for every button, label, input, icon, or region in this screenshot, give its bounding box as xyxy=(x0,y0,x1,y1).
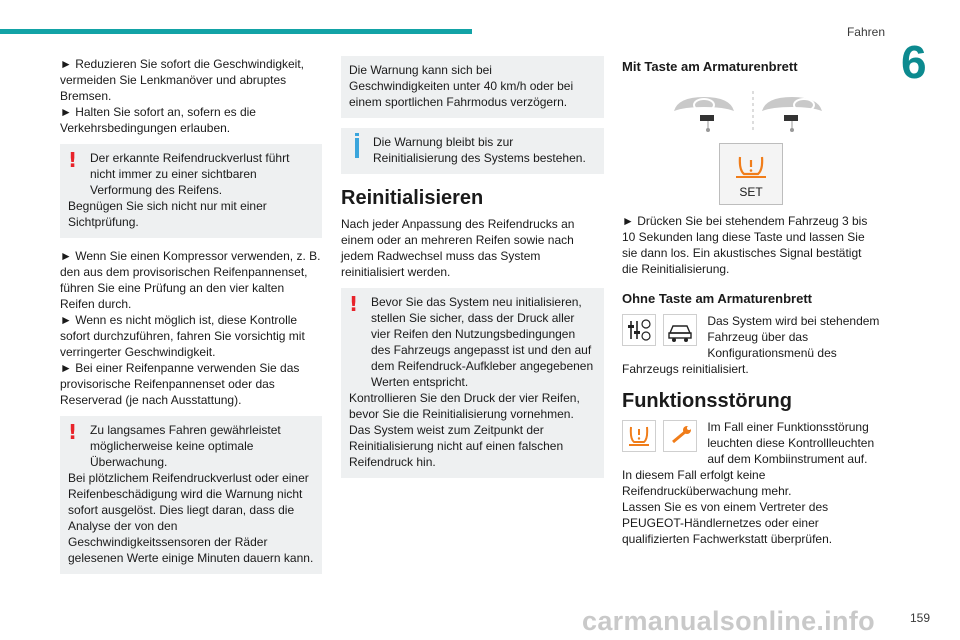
set-button-label: SET xyxy=(739,185,763,199)
note-text: Die Warnung kann sich bei Geschwindigkeiten unter 40 km/h oder bei einem sportlichen Fahrmodus verzögern. xyxy=(349,63,574,109)
warning-box-before-reinit xyxy=(341,288,604,478)
warning-text: Zu langsames Fahren gewährleistet möglicherweise keine optimale Überwachung. xyxy=(90,423,281,469)
watermark: carmanualsonline.info xyxy=(582,606,875,636)
reinitialize-intro: Nach jeder Anpassung des Reifendrucks an einem oder an mehreren Reifen sowie nach jedem Radwechsel muss das System reinitialisiert werden. xyxy=(341,217,575,279)
page-number: 159 xyxy=(909,611,930,625)
info-text: Die Warnung bleibt bis zur Reinitialisierung des Systems bestehen. xyxy=(373,135,586,165)
dashboard-illustration xyxy=(622,91,880,133)
warning-icon: ! xyxy=(68,420,78,444)
settings-sliders-icon xyxy=(622,314,656,346)
info-icon xyxy=(355,133,359,136)
warning-box-visual-check xyxy=(60,144,322,238)
steering-wheel-illustration xyxy=(622,91,880,133)
malfunction-text-1: Im Fall einer Funktionsstörung leuchten diese Kontrollleuchten auf dem Kombiinstrument auf. xyxy=(707,420,875,466)
set-button[interactable] xyxy=(719,143,783,205)
malfunction-text-2: In diesem Fall erfolgt keine Reifendrucküberwachung mehr. xyxy=(622,468,792,498)
warning-icon: ! xyxy=(349,292,359,316)
heading-reinitialize: Reinitialisieren xyxy=(341,187,484,209)
warning-text: Bevor Sie das System neu initialisieren, stellen Sie sicher, dass der Druck aller vier Reifen den Nutzungsbedingungen des Fahrzeugs angepasst ist und den auf dem Reifendruck-Aufkleber angegebenen Werten entspricht. xyxy=(371,295,594,389)
note-box-delay xyxy=(341,56,604,118)
column-middle xyxy=(341,56,604,488)
instruction-press-set: ► Drücken Sie bei stehendem Fahrzeug 3 bis 10 Sekunden lang diese Taste und lassen Sie sie dann los. Ein akustisches Signal bestätigt die Reinitialisierung. xyxy=(622,214,868,276)
car-tire-icon xyxy=(663,314,697,346)
malfunction-text-3: Lassen Sie es von einem Vertreter des PEUGEOT-Händlernetzes oder einer qualifizierten Fachwerkstatt überprüfen. xyxy=(622,500,833,546)
config-menu-text: Das System wird bei stehendem Fahrzeug über das Konfigurationsmenü des Fahrzeugs reinitialisiert. xyxy=(622,314,880,376)
instruction-reduce-speed: ► Reduzieren Sie sofort die Geschwindigkeit, vermeiden Sie Lenkmanöver und abruptes Bremsen. xyxy=(60,57,304,103)
column-right xyxy=(622,56,880,547)
warning-box-slow-driving xyxy=(60,416,322,574)
instruction-drive-carefully: ► Wenn es nicht möglich ist, diese Kontrolle sofort durchzuführen, fahren Sie vorsichtig mit verringerter Geschwindigkeit. xyxy=(60,313,305,359)
heading-without-button: Ohne Taste am Armaturenbrett xyxy=(622,291,812,306)
malfunction-block xyxy=(622,419,880,547)
instruction-stop: ► Halten Sie sofort an, sofern es die Verkehrsbedingungen erlauben. xyxy=(60,105,256,135)
warning-icon: ! xyxy=(68,148,78,172)
tire-pressure-icon xyxy=(720,148,782,188)
instruction-compressor: ► Wenn Sie einen Kompressor verwenden, z. B. den aus dem provisorischen Reifenpannenset, führen Sie eine Prüfung an den vier kalten Reifen durch. xyxy=(60,249,321,311)
heading-with-button: Mit Taste am Armaturenbrett xyxy=(622,59,798,74)
section-title: Fahren xyxy=(846,25,885,39)
warning-text: Bei plötzlichem Reifendruckverlust oder einer Reifenbeschädigung wird die Warnung nicht sofort ausgelöst. Dies liegt daran, dass die Analyse der von den Geschwindigkeitssensoren der Räder gelesenen Werte einige Minuten dauern kann. xyxy=(68,471,314,565)
icon-group-malfunction xyxy=(622,420,701,452)
info-icon-bar xyxy=(355,138,359,158)
wrench-icon xyxy=(663,420,697,452)
instruction-puncture: ► Bei einer Reifenpanne verwenden Sie das provisorische Reifenpannenset oder das Reserverad (je nach Ausstattung). xyxy=(60,361,300,407)
tire-pressure-warning-icon xyxy=(622,420,656,452)
warning-text: Der erkannte Reifendruckverlust führt nicht immer zu einer sichtbaren Verformung des Reifens. xyxy=(90,151,290,197)
heading-malfunction: Funktionsstörung xyxy=(622,390,792,412)
warning-text: Das System weist zum Zeitpunkt der Reinitialisierung nicht auf einen falschen Reifendruck hin. xyxy=(349,423,564,469)
warning-text: Kontrollieren Sie den Druck der vier Reifen, bevor Sie die Reinitialisierung vornehmen. xyxy=(349,391,580,421)
chapter-number: 6 xyxy=(901,36,927,88)
config-menu-block xyxy=(622,313,880,377)
column-left xyxy=(60,56,322,584)
info-box-warning-persists xyxy=(341,128,604,174)
header-accent-bar xyxy=(0,29,472,34)
icon-group-config xyxy=(622,314,701,346)
warning-text: Begnügen Sie sich nicht nur mit einer Sichtprüfung. xyxy=(68,199,267,229)
